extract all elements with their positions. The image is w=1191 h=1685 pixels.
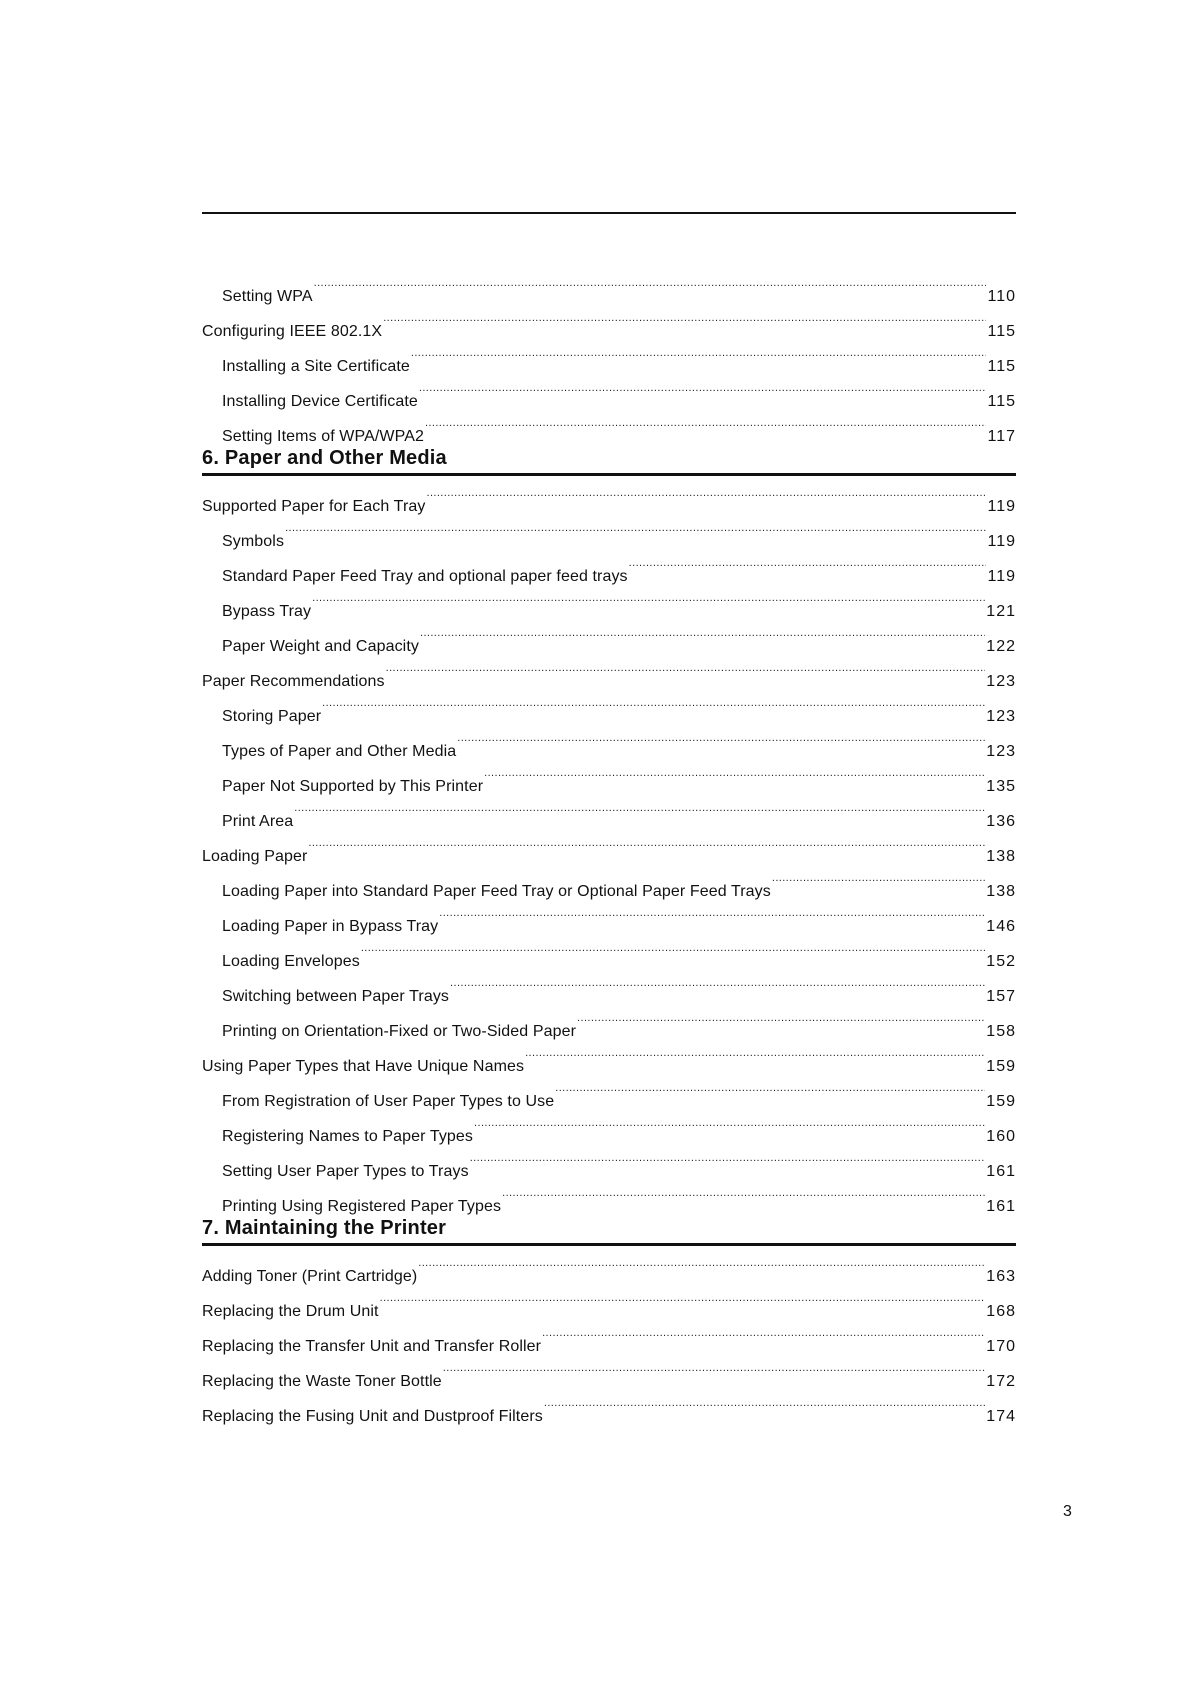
toc-entry-page: 123: [986, 743, 1016, 760]
toc-entry-title: Loading Paper into Standard Paper Feed Tray or Optional Paper Feed Trays: [222, 883, 771, 900]
dot-leader: [380, 1281, 986, 1316]
toc-entry-title: Registering Names to Paper Types: [222, 1128, 474, 1145]
dot-leader: [361, 931, 985, 966]
dot-leader: [457, 721, 985, 756]
dot-leader: [525, 1036, 985, 1071]
toc-entry-page: 110: [987, 288, 1016, 305]
dot-leader: [285, 511, 986, 546]
toc-entry-title: Loading Paper in Bypass Tray: [222, 918, 439, 935]
toc-entry-page: 168: [986, 1303, 1016, 1320]
dot-leader: [383, 301, 986, 336]
dot-leader: [542, 1316, 985, 1351]
toc-entry[interactable]: [202, 721, 1016, 760]
toc-entry-title: Installing a Site Certificate: [222, 358, 410, 375]
dot-leader: [314, 266, 987, 301]
toc-entry-page: 159: [986, 1058, 1016, 1075]
toc-entry-page: 159: [986, 1093, 1016, 1110]
page-number: 3: [1063, 1503, 1072, 1520]
toc-entry-title: Symbols: [222, 533, 285, 550]
toc-entry-configuring-ieee[interactable]: [202, 301, 1016, 340]
dot-leader: [502, 1176, 985, 1211]
dot-leader: [418, 1246, 985, 1281]
toc-entry-page: 115: [987, 393, 1016, 410]
toc-entry-title: Using Paper Types that Have Unique Names: [202, 1058, 525, 1075]
table-of-contents: [202, 266, 1016, 1425]
toc-entry-setting-wpa[interactable]: [202, 266, 1016, 305]
dot-leader: [450, 966, 985, 1001]
toc-entry-title: Setting Items of WPA/WPA2: [222, 428, 424, 445]
dot-leader: [425, 406, 987, 441]
toc-entry-page: 115: [987, 323, 1016, 340]
toc-entry-page: 136: [986, 813, 1016, 830]
toc-entry-page: 163: [986, 1268, 1016, 1285]
dot-leader: [419, 371, 987, 406]
chapter-heading-6: [202, 441, 1016, 476]
toc-entry-page: 115: [987, 358, 1016, 375]
toc-entry-title: Standard Paper Feed Tray and optional paper feed trays: [222, 568, 628, 585]
dot-leader: [411, 336, 987, 371]
dot-leader: [443, 1351, 986, 1386]
toc-entry-title: Types of Paper and Other Media: [222, 743, 457, 760]
toc-entry-page: 119: [987, 533, 1016, 550]
toc-entry-title: Loading Paper: [202, 848, 308, 865]
toc-entry[interactable]: [202, 476, 1016, 515]
toc-entry-page: 172: [986, 1373, 1016, 1390]
toc-entry-title: Supported Paper for Each Tray: [202, 498, 426, 515]
toc-entry-title: Installing Device Certificate: [222, 393, 418, 410]
dot-leader: [308, 826, 985, 861]
dot-leader: [474, 1106, 985, 1141]
dot-leader: [629, 546, 987, 581]
toc-entry-page: 158: [986, 1023, 1016, 1040]
chapter-title: 7. Maintaining the Printer: [202, 1217, 447, 1239]
toc-entry[interactable]: [202, 791, 1016, 830]
dot-leader: [577, 1001, 985, 1036]
toc-entry-title: Paper Recommendations: [202, 673, 385, 690]
toc-entry-page: 138: [986, 848, 1016, 865]
toc-entry-page: 170: [986, 1338, 1016, 1355]
toc-entry-page: 119: [987, 498, 1016, 515]
toc-entry-title: Adding Toner (Print Cartridge): [202, 1268, 418, 1285]
toc-entry-page: 161: [986, 1163, 1016, 1180]
toc-entry-title: Replacing the Drum Unit: [202, 1303, 379, 1320]
toc-entry[interactable]: [202, 861, 1016, 900]
toc-entry-title: Bypass Tray: [222, 603, 312, 620]
dot-leader: [772, 861, 985, 896]
toc-entry-page: 122: [986, 638, 1016, 655]
dot-leader: [312, 581, 985, 616]
toc-entry-title: Paper Not Supported by This Printer: [222, 778, 484, 795]
toc-entry-title: Printing Using Registered Paper Types: [222, 1198, 502, 1215]
toc-entry-title: Storing Paper: [222, 708, 322, 725]
dot-leader: [439, 896, 985, 931]
toc-entry[interactable]: [202, 826, 1016, 865]
dot-leader: [555, 1071, 985, 1106]
toc-entry[interactable]: [202, 686, 1016, 725]
toc-entry-page: 135: [986, 778, 1016, 795]
toc-entry-page: 174: [986, 1408, 1016, 1425]
toc-entry-page: 121: [986, 603, 1016, 620]
toc-entry-title: Configuring IEEE 802.1X: [202, 323, 383, 340]
toc-entry[interactable]: [202, 1246, 1016, 1285]
toc-entry-title: Paper Weight and Capacity: [222, 638, 419, 655]
toc-entry-title: Loading Envelopes: [222, 953, 360, 970]
dot-leader: [386, 651, 986, 686]
toc-entry-title: Setting User Paper Types to Trays: [222, 1163, 469, 1180]
toc-entry-title: Print Area: [222, 813, 294, 830]
dot-leader: [544, 1386, 985, 1421]
toc-entry-page: 160: [986, 1128, 1016, 1145]
toc-entry-page: 117: [987, 428, 1016, 445]
toc-entry-title: Switching between Paper Trays: [222, 988, 450, 1005]
dot-leader: [470, 1141, 986, 1176]
chapter-title: 6. Paper and Other Media: [202, 447, 447, 469]
toc-entry-page: 138: [986, 883, 1016, 900]
dot-leader: [420, 616, 985, 651]
toc-entry-page: 119: [987, 568, 1016, 585]
dot-leader: [294, 791, 985, 826]
dot-leader: [484, 756, 985, 791]
chapter-heading-7: [202, 1211, 1016, 1246]
toc-entry-page: 152: [986, 953, 1016, 970]
toc-entry[interactable]: [202, 546, 1016, 585]
toc-entry[interactable]: [202, 616, 1016, 655]
toc-entry-page: 146: [986, 918, 1016, 935]
toc-entry-title: Replacing the Transfer Unit and Transfer Roller: [202, 1338, 542, 1355]
toc-entry-title: Replacing the Waste Toner Bottle: [202, 1373, 442, 1390]
toc-entry[interactable]: [202, 581, 1016, 620]
toc-entry-page: 161: [986, 1198, 1016, 1215]
toc-entry-title: Printing on Orientation-Fixed or Two-Sided Paper: [222, 1023, 577, 1040]
toc-entry-title: Replacing the Fusing Unit and Dustproof Filters: [202, 1408, 543, 1425]
dot-leader: [322, 686, 985, 721]
dot-leader: [426, 476, 986, 511]
toc-entry[interactable]: [202, 511, 1016, 550]
header-rule: [202, 212, 1016, 214]
toc-entry-page: 157: [986, 988, 1016, 1005]
toc-entry-page: 123: [986, 673, 1016, 690]
toc-entry-title: Setting WPA: [222, 288, 313, 305]
toc-entry-title: From Registration of User Paper Types to Use: [222, 1093, 555, 1110]
toc-entry-page: 123: [986, 708, 1016, 725]
